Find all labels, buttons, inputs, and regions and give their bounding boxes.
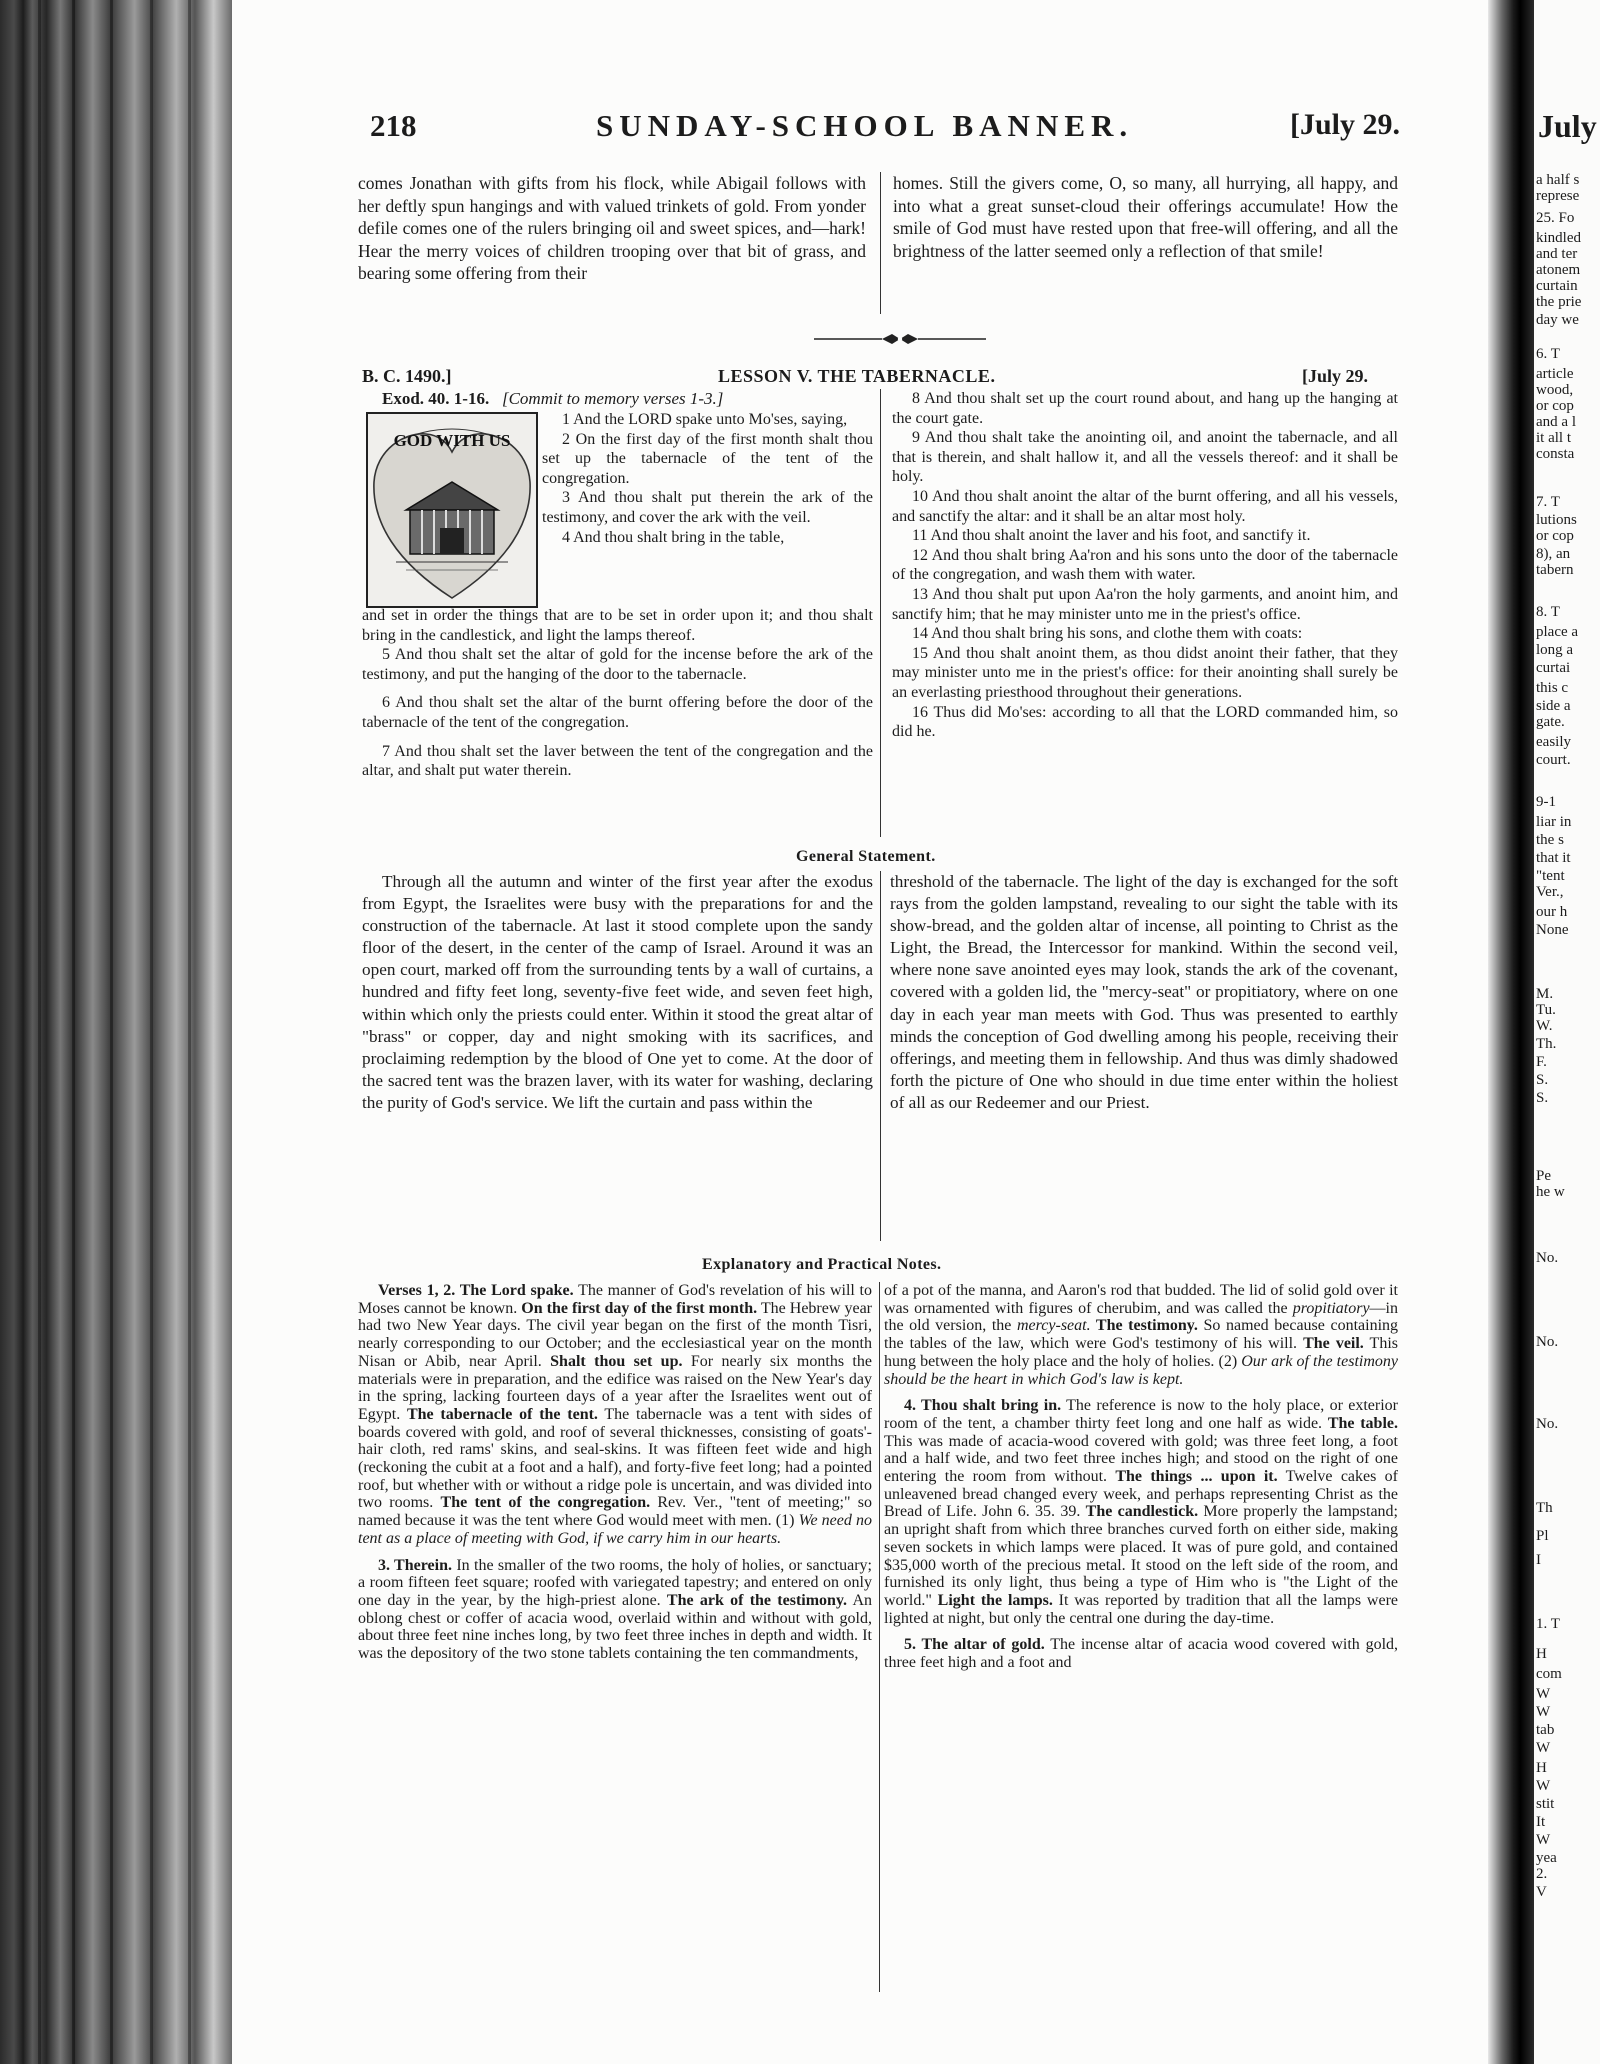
facing-page-line: S. — [1536, 1072, 1549, 1088]
column-rule — [880, 871, 881, 1241]
book-spine — [1488, 0, 1534, 2064]
facing-page-line: atonem — [1536, 262, 1581, 278]
notes-heading: Explanatory and Practical Notes. — [702, 1256, 942, 1273]
facing-page-line: F. — [1536, 1054, 1547, 1070]
facing-page-line: this c — [1536, 680, 1569, 696]
facing-page-line: W — [1536, 1740, 1551, 1756]
facing-page-line: 8. T — [1536, 604, 1560, 620]
facing-page-line: yea — [1536, 1850, 1557, 1866]
facing-page-line: W — [1536, 1686, 1551, 1702]
facing-page-line: curtai — [1536, 660, 1571, 676]
verses-beside-vignette: 1 And the LORD spake unto Mo'ses, saying, 2 On the first day of the first month shalt thou set up the tabernacle of the tent of the congregation. 3 And thou shalt put therein the ark of the testimony, and cover the ark with the veil. 4 And thou shalt bring in the table, — [542, 411, 873, 546]
facing-page-line: M. — [1536, 986, 1554, 1002]
notes-left-column: Verses 1, 2. The Lord spake. The manner of God's revelation of his will to Moses cannot be known. On the first day of the first month. The Hebrew year had two New Year days. The civil year began on the first of the month Tisri, nearly corresponding to our October; and the ecclesiastical year on the month Nisan or Abib, near April. Shalt thou set up. For nearly six months the materials were in preparation, and the edifice was raised on the New Year's day in the spring, lacking fourteen days of a year after the Israelites went out of Egypt. The tabernacle of the tent. The tabernacle was a tent with sides of boards covered with gold, and roof of several thicknesses, consisting of goats'-hair cloth, red rams' skins, and seal-skins. It was fifteen feet wide and high (reckoning the cubit at a foot and a half), and forty-five feet long; had a pointed roof, but whether with or without a ridge pole is uncertain, and was divided into two rooms. The tent of the congregation. Rev. Ver., "tent of meeting;" so named because it was the tent where God would meet with men. (1) We need no tent as a place of meeting with God, if we carry him in our hearts. 3. Therein. In the smaller of the two rooms, the holy of holies, or sanctuary; a room fifteen feet square; roofed with variegated tapestry; and entered on only one day in the year, by the high-priest alone. The ark of the testimony. An oblong chest or coffer of acacia wood, overlaid within and without with gold, about three feet nine inches long, by two feet three inches in depth and width. It was the depository of the two stone tablets containing the ten commandments, — [358, 1282, 873, 1663]
facing-page-line: "tent — [1536, 868, 1565, 884]
facing-page-line: or cop — [1536, 528, 1574, 544]
facing-page-line: long a — [1536, 642, 1574, 658]
facing-page-line: article — [1536, 366, 1574, 382]
facing-page-line: I — [1536, 1552, 1541, 1568]
lesson-date: [July 29. — [1302, 366, 1369, 386]
column-rule — [879, 1282, 880, 1992]
facing-page-line: No. — [1536, 1334, 1559, 1350]
facing-page-line: None — [1536, 922, 1569, 938]
facing-page-line: day we — [1536, 312, 1579, 328]
facing-page-line: and a l — [1536, 414, 1576, 430]
facing-page-line: 2. — [1536, 1866, 1548, 1882]
facing-page-line: Ver., — [1536, 884, 1564, 900]
facing-page-line: com — [1536, 1666, 1562, 1682]
facing-page-line: it all t — [1536, 430, 1571, 446]
magazine-title: SUNDAY-SCHOOL BANNER. — [596, 108, 1134, 143]
facing-page-line: stit — [1536, 1796, 1555, 1812]
facing-page-line: Pl — [1536, 1528, 1549, 1544]
facing-page-line: 6. T — [1536, 346, 1560, 362]
opening-passage-right: homes. Still the givers come, O, so many, all hurrying, all happy, and into what a great sunset-cloud their offerings accumulate! How the smile of God must have rested upon that free-will offering, and all the brightness of the latter seemed only a reflection of that smile! — [893, 173, 1398, 261]
facing-page-line: and ter — [1536, 246, 1578, 262]
facing-page-line: the prie — [1536, 294, 1582, 310]
facing-page-line: kindled — [1536, 230, 1581, 246]
column-rule — [880, 389, 881, 837]
column-rule — [880, 172, 881, 314]
opening-passage-left: comes Jonathan with gifts from his flock, while Abigail follows with her deftly spun hangings and with valued trinkets of gold. From yonder defile comes one of the rulers bringing oil and sweet spices, and—hark! Hear the merry voices of children trooping over that bit of grass, and bearing some offering from their — [358, 173, 866, 283]
facing-page-line: easily — [1536, 734, 1571, 750]
notes-right-column: of a pot of the manna, and Aaron's rod that budded. The lid of solid gold over it was ornamented with figures of cherubim, and was called the propitiatory—in the old version, the mercy-seat. The testimony. So named because containing the tables of the law, which were God's testimony of his will. The veil. This hung between the holy place and the holy of holies. (2) Our ark of the testimony should be the heart in which God's law is kept. 4. Thou shalt bring in. The reference is now to the holy place, or exterior room of the tent, a chamber thirty feet long and one half as wide. The table. This was made of acacia-wood covered with gold; was three feet long, a foot and a half wide, and two feet three inches high; and stood on the right of one entering the room from without. The things ... upon it. Twelve cakes of unleavened bread changed every week, and perhaps representing Christ as the Bread of Life. John 6. 35. 39. The candlestick. More properly the lampstand; an upright shaft from which three branches curved forth on either side, making seven sockets in which lamps were placed. It was of pure gold, and contained $35,000 worth of the precious metal. It stood on the left side of the room, and furnished its only light, thus being a type of Him who is "the Light of the world." Light the lamps. It was reported by tradition that all the lamps were lighted at night, but only the central one during the day-time. 5. The altar of gold. The incense altar of acacia wood covered with gold, three feet high and a foot and — [884, 1282, 1399, 1672]
general-statement-heading: General Statement. — [796, 848, 936, 865]
facing-page-line: that it — [1536, 850, 1571, 866]
facing-page-line: a half s — [1536, 172, 1580, 188]
facing-page-line: tab — [1536, 1722, 1555, 1738]
facing-page-line: 7. T — [1536, 494, 1560, 510]
facing-page-line: 8), an — [1536, 546, 1571, 562]
facing-page-line: wood, — [1536, 382, 1574, 398]
scripture-reference: Exod. 40. 1-16. [Commit to memory verses 1-3.] — [382, 389, 724, 408]
general-statement-right: threshold of the tabernacle. The light of the day is exchanged for the soft rays from the golden lampstand, revealing to our sight the table with its show-bread, and the golden altar of incense, all pointing to Christ as the Light, the Bread, the Intercessor for mankind. Within the second veil, where none save anointed eyes may look, stands the ark of the covenant, covered with a golden lid, the "mercy-seat" or propitiatory, where on one day in each year man meets with God. Thus was presented to earthly minds the conception of God dwelling among his people, receiving their offerings, and meeting them in fellowship. And thus was dimly shadowed forth the picture of One who should in due time enter within the holiest of all as our Redeemer and our Priest. — [890, 872, 1398, 1112]
facing-page-line: side a — [1536, 698, 1571, 714]
facing-page-line: Th. — [1536, 1036, 1557, 1052]
tabernacle-vignette-icon — [366, 412, 538, 608]
facing-page-line: V — [1536, 1884, 1547, 1900]
vignette-motto: GOD WITH US — [393, 431, 511, 450]
lesson-title: LESSON V. THE TABERNACLE. — [718, 366, 996, 386]
facing-page-line: H — [1536, 1646, 1547, 1662]
facing-page-fragment — [1534, 0, 1600, 2064]
facing-page-line: or cop — [1536, 398, 1574, 414]
facing-page-line: W. — [1536, 1018, 1553, 1034]
facing-page-line: represe — [1536, 188, 1580, 204]
facing-page-line: consta — [1536, 446, 1575, 462]
facing-page-line: Tu. — [1536, 1002, 1556, 1018]
lesson-date-bc: B. C. 1490.] — [362, 366, 452, 386]
book-gutter — [0, 0, 232, 2064]
facing-page-line: W — [1536, 1778, 1551, 1794]
facing-page-line: 9-1 — [1536, 794, 1556, 810]
facing-page-line: lutions — [1536, 512, 1577, 528]
facing-page-line: gate. — [1536, 714, 1565, 730]
facing-page-line: court. — [1536, 752, 1571, 768]
facing-page-line: curtain — [1536, 278, 1578, 294]
page-number: 218 — [370, 108, 417, 143]
facing-page-line: the s — [1536, 832, 1564, 848]
verses-right-column: 8 And thou shalt set up the court round about, and hang up the hanging at the court gate. 9 And thou shalt take the anointing oil, and anoint the tabernacle, and all that is therein, and shalt hallow it, and all the vessels thereof: and it shall be holy. 10 And thou shalt anoint the altar of the burnt offering, and all his vessels, and sanctify the altar: and it shall be an altar most holy. 11 And thou shalt anoint the laver and his foot, and sanctify it. 12 And thou shalt bring Aa'ron and his sons unto the door of the tabernacle of the congregation, and wash them with water. 13 And thou shalt put upon Aa'ron the holy garments, and anoint him, and sanctify him; that he may minister unto me in the priest's office. 14 And thou shalt bring his sons, and clothe them with coats: 15 And thou shalt anoint them, as thou didst anoint their father, that they may minister unto me in the priest's office: for their anointing shall surely be an everlasting priesthood throughout their generations. 16 Thus did Mo'ses: according to all that the LORD commanded him, so did he. — [892, 390, 1398, 741]
facing-page-line: he w — [1536, 1184, 1565, 1200]
facing-page-line: H — [1536, 1760, 1547, 1776]
facing-page-line: W — [1536, 1832, 1551, 1848]
facing-page-line: 1. T — [1536, 1616, 1560, 1632]
facing-page-line: W — [1536, 1704, 1551, 1720]
general-statement-left: Through all the autumn and winter of the first year after the exodus from Egypt, the Israelites were busy with the preparations for and the construction of the tabernacle. At last it stood complete upon the sandy floor of the desert, in the center of the camp of Israel. Around it was an open court, marked off from the surrounding tents by a wall of curtains, a hundred and fifty feet long, seventy-five feet wide, and seven feet high, within which only the priests could enter. Within it stood the great altar of "brass" or copper, day and night smoking with its sacrifices, and proclaiming redemption by the blood of One yet to come. At the door of the sacred tent was the brazen laver, with its water for washing, declaring the purity of God's service. We lift the curtain and pass within the — [362, 872, 873, 1112]
facing-page-line: No. — [1536, 1416, 1559, 1432]
facing-page-line: place a — [1536, 624, 1579, 640]
facing-page-line: Pe — [1536, 1168, 1551, 1184]
facing-page-line: our h — [1536, 904, 1568, 920]
facing-page-line: Th — [1536, 1500, 1553, 1516]
issue-date: [July 29. — [1290, 108, 1401, 141]
facing-page-line: tabern — [1536, 562, 1574, 578]
ornament-divider-icon — [812, 332, 988, 346]
facing-page-line: 25. Fo — [1536, 210, 1575, 226]
facing-page-line: liar in — [1536, 814, 1572, 830]
facing-page-header: July — [1538, 108, 1597, 144]
facing-page-line: It — [1536, 1814, 1546, 1830]
facing-page-line: No. — [1536, 1250, 1559, 1266]
facing-page-line: S. — [1536, 1090, 1549, 1106]
verses-left-column: and set in order the things that are to be set in order upon it; and thou shalt bring in the candlestick, and light the lamps thereof. 5 And thou shalt set the altar of gold for the incense before the ark of the testimony, and put the hanging of the door to the tabernacle. 6 And thou shalt set the altar of the burnt offering before the door of the tabernacle of the tent of the congregation. 7 And thou shalt set the laver between the tent of the congregation and the altar, and shalt put water therein. — [362, 607, 873, 780]
